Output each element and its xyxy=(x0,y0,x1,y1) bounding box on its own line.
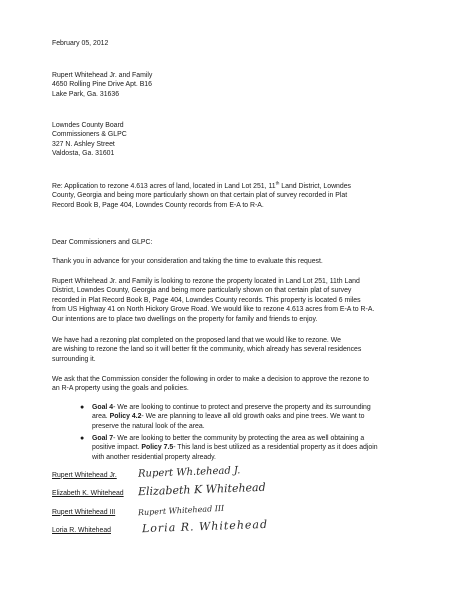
bullet-line xyxy=(92,403,422,412)
paragraph-line: District, Lowndes County, Georgia and being more particularly shown on that certain plat of survey xyxy=(52,287,352,295)
policy-label: Policy 4.2 xyxy=(109,413,142,421)
re-text-line: Record Book B, Page 404, Lowndes County records from E-A to R-A. xyxy=(52,201,264,209)
bullet-line: preserve the natural look of the area. xyxy=(92,422,205,430)
letter-date xyxy=(52,39,422,48)
signer-name: Loria R. Whitehead xyxy=(52,526,111,534)
signer-name: Rupert Whitehead Jr. xyxy=(52,471,117,479)
paragraph-line: Rupert Whitehead Jr. and Family is looking to rezone the property located in Land Lot 251, 11th Land xyxy=(52,278,360,285)
bullet-line xyxy=(92,434,422,443)
handwritten-signature: Rupert Whitehead III xyxy=(137,503,225,518)
sender-line: Rupert Whitehead Jr. and Family xyxy=(52,72,153,79)
bullet-text: - We are looking to continue to protect and preserve the property and its surrounding xyxy=(113,404,371,411)
signature-row xyxy=(52,499,432,517)
bullet-icon: ● xyxy=(80,404,85,411)
paragraph-4 xyxy=(52,375,422,394)
sender-address xyxy=(52,71,422,99)
re-text-line xyxy=(52,182,422,191)
salutation-text: Dear Commissioners and GLPC: xyxy=(52,239,153,246)
re-text: Land District, Lowndes xyxy=(279,183,351,190)
recipient-line: Lowndes County Board xyxy=(52,122,124,129)
re-line xyxy=(52,182,422,210)
goal-label: Goal 4 xyxy=(92,404,114,411)
sender-line: Lake Park, Ga. 31636 xyxy=(52,90,120,98)
signature-row xyxy=(52,480,432,498)
paragraph-line: are wishing to rezone the land so it will better fit the community, which already has several residences xyxy=(52,346,362,354)
re-text: Re: Application to rezone 4.613 acres of land, located in Land Lot 251, 11 xyxy=(52,183,276,190)
paragraph-line: surrounding it. xyxy=(52,355,96,363)
bullet-text: - We are looking to better the community by protecting the area as well obtaining a xyxy=(113,435,365,442)
recipient-line: Commissioners & GLPC xyxy=(52,131,127,139)
signature-row xyxy=(52,462,432,480)
recipient-line: Valdosta, Ga. 31601 xyxy=(52,150,115,158)
date-text: February 05, 2012 xyxy=(52,40,109,47)
paragraph-line: an R-A property using the goals and policies. xyxy=(52,385,189,393)
bullet-goal-7 xyxy=(80,434,422,462)
recipient-address xyxy=(52,121,422,159)
bullet-line xyxy=(92,412,422,421)
bullet-goal-4 xyxy=(80,403,422,431)
paragraph-2 xyxy=(52,277,422,324)
goal-label: Goal 7 xyxy=(92,435,114,442)
bullet-text: area. xyxy=(92,413,110,421)
signer-name: Elizabeth K. Whitehead xyxy=(52,489,124,497)
re-superscript: th xyxy=(275,180,280,186)
re-text-line: County, Georgia and being more particularly shown on that certain plat of survey recorded in Plat xyxy=(52,192,348,200)
sender-line: 4650 Rolling Pine Drive Apt. B16 xyxy=(52,81,152,89)
paragraph-1 xyxy=(52,257,422,266)
paragraph-3 xyxy=(52,336,422,364)
paragraph-line: Thank you in advance for your consideration and taking the time to evaluate this request. xyxy=(52,258,323,265)
recipient-line: 327 N. Ashley Street xyxy=(52,140,115,148)
handwritten-signature: Rupert Wh.tehead J. xyxy=(137,465,241,481)
signature-row xyxy=(52,517,432,535)
bullet-line: with another residential property already. xyxy=(92,453,216,461)
paragraph-line: We have had a rezoning plat completed on the proposed land that we would like to rezone. We xyxy=(52,337,341,344)
paragraph-line: from US Highway 41 on North Hickory Grove Road. We would like to rezone 4.613 acres from E-A to R-A. xyxy=(52,306,375,314)
salutation xyxy=(52,238,422,247)
bullet-text: - We are planning to leave all old growth oaks and pine trees. We want to xyxy=(141,413,365,421)
signer-name: Rupert Whitehead III xyxy=(52,508,116,516)
bullet-text: - This land is best utilized as a residential property as it does adjoin xyxy=(173,444,378,452)
bullet-text: positive impact. xyxy=(92,444,142,452)
bullet-icon: ● xyxy=(80,435,85,442)
paragraph-line: recorded in Plat Record Book B, Page 404, Lowndes County records. This property is located 6 miles xyxy=(52,296,361,304)
paragraph-line: We ask that the Commission consider the following in order to make a decision to approve the rezone to xyxy=(52,376,370,383)
policy-label: Policy 7.5 xyxy=(141,444,174,452)
handwritten-signature: Elizabeth K Whitehead xyxy=(137,480,266,499)
bullet-line xyxy=(92,443,422,452)
handwritten-signature: Loria R. Whitehead xyxy=(141,517,269,536)
paragraph-line: Our intentions are to place two dwellings on the property for family and friends to enjoy. xyxy=(52,315,318,323)
